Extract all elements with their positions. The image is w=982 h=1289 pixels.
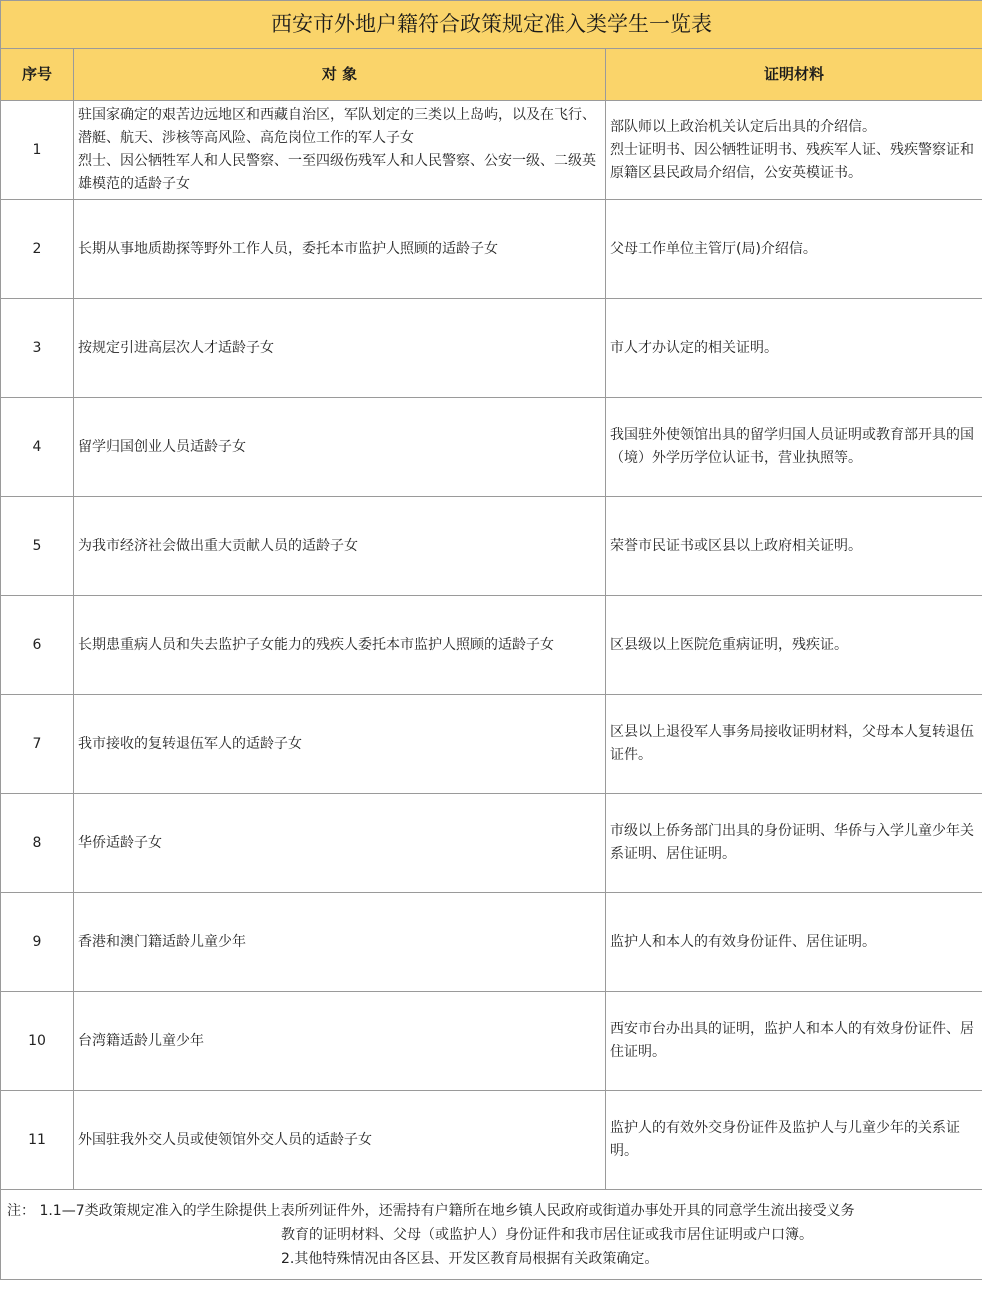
header-materials: 证明材料 [606, 49, 982, 101]
row-seq: 4 [1, 398, 74, 497]
row-materials: 市人才办认定的相关证明。 [606, 299, 982, 398]
note-line-3: 2.其他特殊情况由各区县、开发区教育局根据有关政策确定。 [281, 1250, 659, 1267]
table-row [1, 398, 982, 497]
row-seq: 6 [1, 596, 74, 695]
row-subject: 驻国家确定的艰苦边远地区和西藏自治区，军队划定的三类以上岛屿，以及在飞行、潜艇、航天、涉核等高风险、高危岗位工作的军人子女 烈士、因公牺牲军人和人民警察、一至四级伤残军人和人民警察、公安一级、二级英雄模范的适龄子女 [74, 101, 606, 200]
table-row [1, 992, 982, 1091]
header-seq: 序号 [1, 49, 74, 101]
header-subject: 对 象 [74, 49, 606, 101]
row-seq: 11 [1, 1091, 74, 1190]
table-row [1, 596, 982, 695]
row-seq: 7 [1, 695, 74, 794]
row-materials: 部队师以上政治机关认定后出具的介绍信。 烈士证明书、因公牺牲证明书、残疾军人证、残疾警察证和原籍区县民政局介绍信，公安英模证书。 [606, 101, 982, 200]
row-materials: 区县以上退役军人事务局接收证明材料，父母本人复转退伍证件。 [606, 695, 982, 794]
row-seq: 8 [1, 794, 74, 893]
title-row [1, 1, 982, 49]
table-row [1, 299, 982, 398]
table-title: 西安市外地户籍符合政策规定准入类学生一览表 [1, 1, 982, 49]
note-row [1, 1190, 982, 1280]
table-row [1, 1091, 982, 1190]
row-subject: 我市接收的复转退伍军人的适龄子女 [74, 695, 606, 794]
row-materials: 监护人的有效外交身份证件及监护人与儿童少年的关系证明。 [606, 1091, 982, 1190]
table-row [1, 101, 982, 200]
header-row [1, 49, 982, 101]
row-seq: 2 [1, 200, 74, 299]
row-materials: 市级以上侨务部门出具的身份证明、华侨与入学儿童少年关系证明、居住证明。 [606, 794, 982, 893]
row-seq: 10 [1, 992, 74, 1091]
note-line-1: 注： 1.1—7类政策规定准入的学生除提供上表所列证件外，还需持有户籍所在地乡镇人民政府或街道办事处开具的同意学生流出接受义务 [7, 1202, 855, 1219]
row-seq: 5 [1, 497, 74, 596]
row-materials: 父母工作单位主管厅(局)介绍信。 [606, 200, 982, 299]
table-row [1, 497, 982, 596]
row-materials: 荣誉市民证书或区县以上政府相关证明。 [606, 497, 982, 596]
note-line-2: 教育的证明材料、父母（或监护人）身份证件和我市居住证或我市居住证明或户口簿。 [281, 1226, 813, 1243]
row-seq: 9 [1, 893, 74, 992]
row-materials: 监护人和本人的有效身份证件、居住证明。 [606, 893, 982, 992]
row-subject: 香港和澳门籍适龄儿童少年 [74, 893, 606, 992]
row-subject: 按规定引进高层次人才适龄子女 [74, 299, 606, 398]
row-materials: 区县级以上医院危重病证明，残疾证。 [606, 596, 982, 695]
row-subject: 华侨适龄子女 [74, 794, 606, 893]
table-row [1, 794, 982, 893]
note-cell [1, 1190, 982, 1280]
row-subject: 为我市经济社会做出重大贡献人员的适龄子女 [74, 497, 606, 596]
table-row [1, 695, 982, 794]
row-subject: 外国驻我外交人员或使领馆外交人员的适龄子女 [74, 1091, 606, 1190]
row-subject: 长期从事地质勘探等野外工作人员，委托本市监护人照顾的适龄子女 [74, 200, 606, 299]
row-seq: 3 [1, 299, 74, 398]
row-subject: 长期患重病人员和失去监护子女能力的残疾人委托本市监护人照顾的适龄子女 [74, 596, 606, 695]
table-row [1, 200, 982, 299]
row-subject: 台湾籍适龄儿童少年 [74, 992, 606, 1091]
table-row [1, 893, 982, 992]
row-materials: 我国驻外使领馆出具的留学归国人员证明或教育部开具的国（境）外学历学位认证书，营业执照等。 [606, 398, 982, 497]
row-materials: 西安市台办出具的证明，监护人和本人的有效身份证件、居住证明。 [606, 992, 982, 1091]
row-seq: 1 [1, 101, 74, 200]
row-subject: 留学归国创业人员适龄子女 [74, 398, 606, 497]
